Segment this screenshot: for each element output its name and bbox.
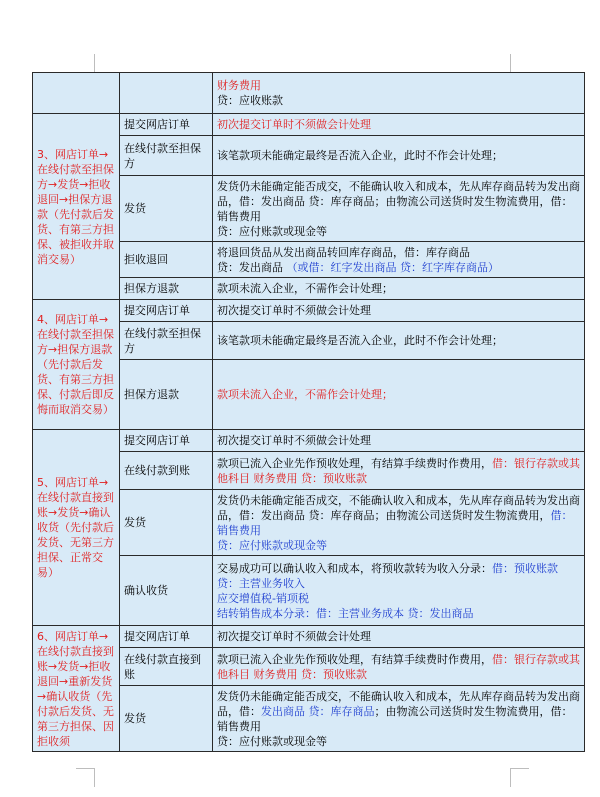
text-segment: 该笔款项未能确定最终是否流入企业，此时不作会计处理； — [217, 149, 503, 162]
text-segment: 借：银行存款或其他科目 财务费用 贷：预收账款 — [217, 456, 580, 485]
treatment-line — [217, 456, 580, 486]
step-cell: 拒收退回 — [120, 242, 213, 278]
treatment-line — [217, 78, 580, 93]
crop-mark-top-left — [76, 54, 95, 73]
table-row — [33, 626, 585, 648]
step-cell: 提交网店订单 — [120, 626, 213, 648]
scenario-cell — [33, 73, 120, 114]
treatment-line — [217, 117, 580, 132]
treatment-cell — [213, 176, 585, 242]
text-segment: 初次提交订单时不须做会计处理 — [217, 630, 371, 643]
treatment-line — [217, 652, 580, 682]
scenario-cell: 6、网店订单→在线付款直接到账→发货→拒收退回→重新发货→确认收货（先付款后发货、无第三方担保、因拒收须 — [33, 626, 120, 752]
scenario-cell: 5、网店订单→在线付款直接到账→发货→确认收货（先付款后发货、无第三方担保、正常交易） — [33, 430, 120, 626]
text-segment: 借：销售费用 — [217, 508, 573, 537]
treatment-line — [217, 93, 580, 108]
treatment-line — [217, 333, 580, 348]
text-segment: 结转销售成本分录：借：主营业务成本 贷：发出商品 — [217, 606, 474, 620]
crop-mark-top-right — [510, 54, 529, 73]
treatment-line — [217, 179, 580, 224]
step-cell: 担保方退款 — [120, 278, 213, 300]
treatment-cell — [213, 114, 585, 136]
treatment-cell — [213, 242, 585, 278]
text-segment: 贷：发出商品 — [217, 260, 287, 274]
text-segment: 贷：应付账款或现金等 — [217, 538, 327, 552]
treatment-line — [217, 629, 580, 644]
step-cell: 提交网店订单 — [120, 430, 213, 452]
step-cell — [120, 73, 213, 114]
text-segment: 贷：应付账款或现金等 — [217, 734, 327, 748]
treatment-cell — [213, 556, 585, 626]
treatment-line — [217, 689, 580, 734]
text-segment: 贷：应付账款或现金等 — [217, 224, 327, 238]
treatment-cell — [213, 278, 585, 300]
accounting-table — [32, 72, 585, 752]
treatment-cell — [213, 686, 585, 752]
table-row — [33, 430, 585, 452]
step-cell: 担保方退款 — [120, 360, 213, 430]
text-segment: 发货仍未能确定能否成交，不能确认收入和成本，先从库存商品转为发出商品，借：发出商品 贷：库存商品；由物流公司送货时发生物流费用， — [217, 493, 580, 522]
text-segment: 款项未流入企业，不需作会计处理； — [217, 282, 393, 295]
crop-mark-bottom-right — [510, 768, 529, 787]
text-segment: 发货仍未能确定能否成交，不能确认收入和成本，先从库存商品转为发出商品，借： — [217, 689, 580, 718]
text-segment: 发货仍未能确定能否成交，不能确认收入和成本，先从库存商品转为发出商品，借：发出商品 贷：库存商品；由物流公司送货时发生物流费用，借：销售费用 — [217, 179, 580, 223]
text-segment: 该笔款项未能确定最终是否流入企业，此时不作会计处理； — [217, 334, 503, 347]
treatment-cell — [213, 360, 585, 430]
step-cell: 确认收货 — [120, 556, 213, 626]
text-segment: 财务费用 — [217, 79, 261, 92]
text-segment: 应交增值税-销项税 — [217, 591, 309, 605]
treatment-line — [217, 561, 580, 591]
crop-mark-bottom-left — [76, 768, 95, 787]
step-cell: 发货 — [120, 686, 213, 752]
treatment-cell — [213, 648, 585, 686]
treatment-cell — [213, 136, 585, 176]
treatment-cell — [213, 430, 585, 452]
treatment-line — [217, 387, 580, 402]
treatment-line — [217, 433, 580, 448]
treatment-cell — [213, 490, 585, 556]
text-segment: 初次提交订单时不须做会计处理 — [217, 118, 371, 131]
text-segment: 初次提交订单时不须做会计处理 — [217, 304, 371, 317]
step-cell: 在线付款到账 — [120, 452, 213, 490]
treatment-line — [217, 224, 580, 239]
step-cell: 发货 — [120, 176, 213, 242]
treatment-line — [217, 148, 580, 163]
treatment-cell — [213, 626, 585, 648]
table-row — [33, 73, 585, 114]
step-cell: 在线付款至担保方 — [120, 136, 213, 176]
text-segment: 款项已流入企业先作预收处理，有结算手续费时作费用， — [217, 456, 492, 470]
text-segment: ；由物流公司送货时发生物流费用，借：销售费用 — [217, 704, 573, 733]
table-row — [33, 114, 585, 136]
text-segment: 借：银行存款或其他科目 财务费用 贷：预收账款 — [217, 652, 580, 681]
treatment-line — [217, 493, 580, 538]
step-cell: 发货 — [120, 490, 213, 556]
treatment-line — [217, 606, 580, 621]
step-cell: 在线付款至担保方 — [120, 322, 213, 360]
step-cell: 在线付款直接到账 — [120, 648, 213, 686]
text-segment: 发出商品 贷：库存商品 — [261, 704, 375, 718]
text-segment: 初次提交订单时不须做会计处理 — [217, 434, 371, 447]
text-segment: 将退回货品从发出商品转回库存商品，借：库存商品 — [217, 245, 470, 259]
text-segment: 款项未流入企业，不需作会计处理； — [217, 388, 393, 401]
treatment-line — [217, 734, 580, 749]
treatment-line — [217, 245, 580, 260]
text-segment: 款项已流入企业先作预收处理，有结算手续费时作费用， — [217, 652, 492, 666]
text-segment: 借：预收账款 贷：主营业务收入 — [217, 561, 558, 590]
treatment-cell — [213, 322, 585, 360]
scenario-cell: 3、网店订单→在线付款至担保方→发货→拒收退回→担保方退款（先付款后发货、有第三方担保、被拒收并取消交易） — [33, 114, 120, 300]
treatment-line — [217, 591, 580, 606]
table-row — [33, 300, 585, 322]
treatment-line — [217, 281, 580, 296]
treatment-line — [217, 538, 580, 553]
treatment-cell — [213, 73, 585, 114]
treatment-cell — [213, 452, 585, 490]
text-segment: 交易成功可以确认收入和成本，将预收款转为收入分录： — [217, 561, 492, 575]
scenario-cell: 4、网店订单→在线付款至担保方→担保方退款（先付款后发货、有第三方担保、付款后即反悔而取消交易） — [33, 300, 120, 430]
text-segment: （或借：红字发出商品 贷：红字库存商品） — [286, 260, 499, 274]
treatment-line — [217, 303, 580, 318]
treatment-line — [217, 260, 580, 275]
text-segment: 贷：应收账款 — [217, 94, 283, 107]
treatment-cell — [213, 300, 585, 322]
step-cell: 提交网店订单 — [120, 300, 213, 322]
step-cell: 提交网店订单 — [120, 114, 213, 136]
